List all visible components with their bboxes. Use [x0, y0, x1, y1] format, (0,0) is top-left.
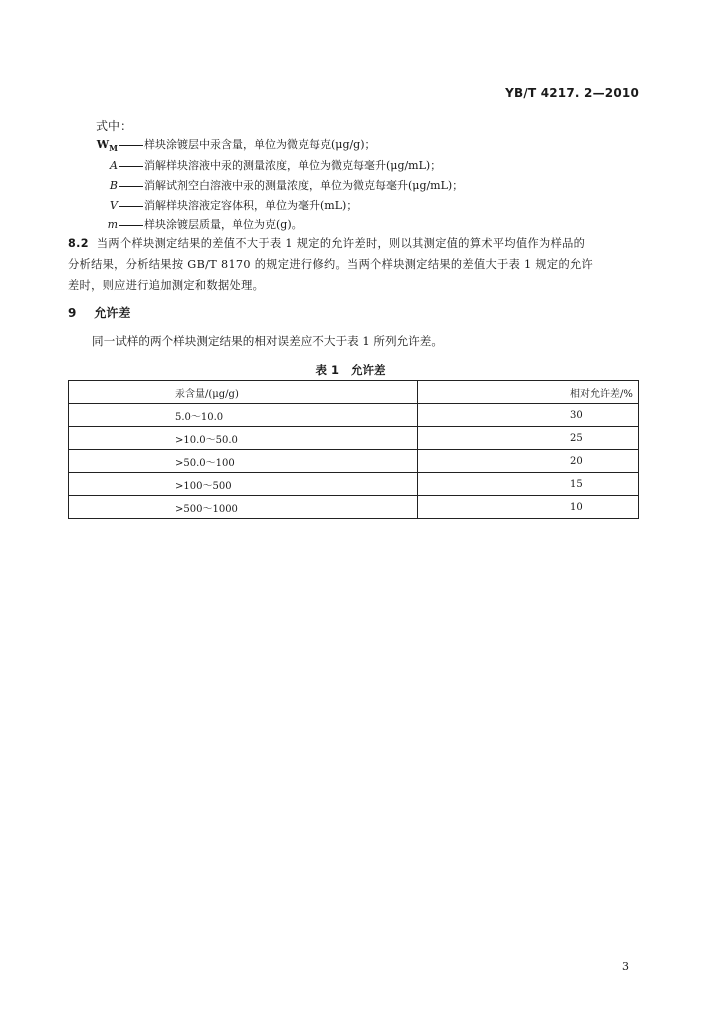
header-relative-allowance: 相对允许差/%	[418, 381, 639, 404]
clause-line: 8.2 当两个样块测定结果的差值不大于表 1 规定的允许差时，则以其测定值的算术平均值作为样品的	[68, 237, 586, 250]
allowance-table	[68, 380, 639, 519]
symbol-description: 消解试剂空白溶液中汞的测量浓度，单位为微克每毫升(μg/mL)；	[144, 179, 464, 192]
table-title: 允许差	[351, 363, 386, 377]
cell-range: >100～500	[69, 473, 418, 496]
cell-allowance: 25	[418, 427, 639, 450]
symbol-definition	[96, 199, 357, 213]
table-row	[69, 427, 639, 450]
clause-8-2	[68, 233, 640, 296]
symbol-description: 样块涂镀层中汞含量，单位为微克每克(μg/g)；	[144, 138, 376, 151]
clause-line: 差时，则应进行追加测定和数据处理。	[68, 279, 265, 292]
table-label: 表 1	[315, 363, 339, 377]
table-row	[69, 404, 639, 427]
section-9-heading	[68, 304, 130, 321]
symbol: A	[110, 159, 118, 172]
symbol-definition	[96, 159, 441, 173]
table-row	[69, 473, 639, 496]
clause-number: 8.2	[68, 237, 89, 250]
cell-range: 5.0～10.0	[69, 404, 418, 427]
symbol: B	[109, 179, 118, 192]
symbol: $W_M$	[96, 138, 118, 154]
symbol-definition	[96, 179, 463, 193]
cell-range: >50.0～100	[69, 450, 418, 473]
standard-code-header: YB/T 4217. 2—2010	[505, 86, 639, 100]
clause-line: 分析结果，分析结果按 GB/T 8170 的规定进行修约。当两个样块测定结果的差值大于表 1 规定的允许	[68, 258, 594, 271]
symbol: m	[107, 218, 118, 231]
header-mercury-content: 汞含量/(μg/g)	[69, 381, 418, 404]
table-row	[69, 450, 639, 473]
symbol-description: 消解样块溶液中汞的测量浓度，单位为微克每毫升(μg/mL)；	[144, 159, 442, 172]
symbol: V	[110, 199, 118, 212]
cell-allowance: 30	[418, 404, 639, 427]
cell-allowance: 20	[418, 450, 639, 473]
formula-intro: 式中：	[96, 119, 133, 133]
cell-range: >500～1000	[69, 496, 418, 519]
table-header-row	[69, 381, 639, 404]
symbol-definition	[96, 218, 303, 232]
cell-allowance: 15	[418, 473, 639, 496]
page-number: 3	[622, 960, 629, 973]
section-9-body: 同一试样的两个样块测定结果的相对误差应不大于表 1 所列允许差。	[92, 334, 443, 348]
cell-range: >10.0～50.0	[69, 427, 418, 450]
cell-allowance: 10	[418, 496, 639, 519]
section-number: 9	[68, 306, 77, 320]
symbol-description: 样块涂镀层质量，单位为克(g)。	[144, 218, 303, 231]
symbol-definition	[96, 138, 376, 155]
symbol-description: 消解样块溶液定容体积，单位为毫升(mL)；	[144, 199, 358, 212]
section-title: 允许差	[94, 306, 131, 320]
table-row	[69, 496, 639, 519]
table-caption	[0, 362, 701, 378]
